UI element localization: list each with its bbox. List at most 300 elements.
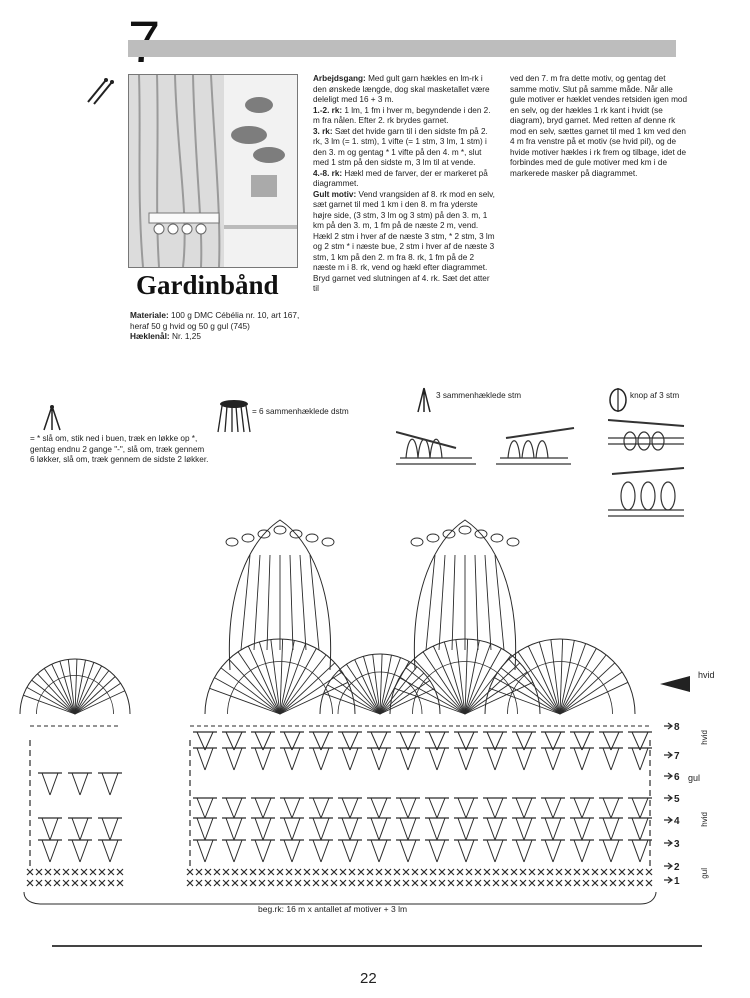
row-2-stitches bbox=[250, 869, 256, 875]
row-2-stitches bbox=[430, 869, 436, 875]
row-1-stitches bbox=[475, 880, 481, 886]
crochet-hook-icon bbox=[84, 76, 114, 106]
row-1-stitches bbox=[286, 880, 292, 886]
row-arrow bbox=[664, 723, 672, 729]
row-6-fans bbox=[516, 748, 532, 770]
yellow-motif bbox=[274, 526, 286, 534]
row-3-fans bbox=[226, 840, 242, 862]
row-2-stitches bbox=[403, 869, 409, 875]
row-2-stitches bbox=[187, 869, 193, 875]
row-1-stitches bbox=[646, 880, 652, 886]
row-1-stitches-left bbox=[36, 880, 42, 886]
row-1-stitches bbox=[628, 880, 634, 886]
white-start-arrow bbox=[660, 676, 690, 692]
row-1-stitches bbox=[493, 880, 499, 886]
row-7-fans bbox=[458, 732, 474, 750]
row-1-stitches bbox=[412, 880, 418, 886]
row-arrow bbox=[664, 817, 672, 823]
row-1-stitches bbox=[511, 880, 517, 886]
section-text: Hækl med de farver, der er markeret på diagrammet. bbox=[313, 168, 488, 188]
row-3-fans bbox=[458, 840, 474, 862]
row-2-stitches bbox=[367, 869, 373, 875]
row-7-fans bbox=[226, 732, 242, 750]
row-4-fans bbox=[545, 818, 561, 840]
row-3-fans-left bbox=[102, 840, 118, 862]
row-5-fans bbox=[574, 798, 590, 818]
row-1-stitches bbox=[241, 880, 247, 886]
row-5-fans bbox=[255, 798, 271, 818]
fan-motif bbox=[280, 672, 342, 714]
row-2-stitches bbox=[493, 869, 499, 875]
row-6-fans-left bbox=[102, 773, 118, 795]
color-label-gul-row6: gul bbox=[688, 773, 701, 783]
cluster-symbol-icon bbox=[40, 404, 64, 432]
row-2-stitches-left bbox=[45, 869, 51, 875]
row-1-stitches bbox=[439, 880, 445, 886]
row-2-stitches bbox=[565, 869, 571, 875]
legend-star-text: = * slå om, stik ned i buen, træk en løkke op *, gentag endnu 2 gange "-", slå om, træk gennem 6 løkker, slå om, træk gennem de sidste 2 løkker. bbox=[30, 434, 209, 465]
row-1-stitches bbox=[205, 880, 211, 886]
row-2-stitches bbox=[556, 869, 562, 875]
row-6-fans bbox=[400, 748, 416, 770]
row-3-fans bbox=[313, 840, 329, 862]
yellow-motif bbox=[242, 534, 254, 542]
row-2-stitches bbox=[340, 869, 346, 875]
row-5-fans bbox=[603, 798, 619, 818]
header-bar bbox=[128, 40, 676, 57]
yellow-motif bbox=[475, 555, 478, 650]
row-2-stitches bbox=[646, 869, 652, 875]
row-arrow bbox=[664, 795, 672, 801]
section-text: 1 lm, 1 fm i hver m, begyndende i den 2. m fra nålen. Efter 2. rk brydes garnet. bbox=[313, 105, 491, 125]
row-2-stitches-left bbox=[99, 869, 105, 875]
row-4-fans bbox=[197, 818, 213, 840]
row-2-stitches bbox=[610, 869, 616, 875]
row-1-stitches-left bbox=[81, 880, 87, 886]
left-fan-motif bbox=[75, 683, 121, 714]
row-1-stitches bbox=[520, 880, 526, 886]
row-3-fans bbox=[284, 840, 300, 862]
fan-motif bbox=[328, 685, 380, 714]
fan-motif bbox=[380, 667, 417, 714]
row-1-stitches bbox=[214, 880, 220, 886]
row-1-stitches bbox=[187, 880, 193, 886]
row-7-fans bbox=[342, 732, 358, 750]
row-2-stitches-left bbox=[72, 869, 78, 875]
row-2-stitches bbox=[331, 869, 337, 875]
section-head: 3. rk: bbox=[313, 126, 333, 136]
row-3-fans bbox=[545, 840, 561, 862]
left-fan-motif bbox=[75, 671, 109, 714]
row-1-stitches bbox=[502, 880, 508, 886]
row-2-stitches bbox=[439, 869, 445, 875]
yellow-motif bbox=[491, 534, 503, 542]
fan-motif bbox=[280, 648, 316, 714]
row-2-stitches bbox=[637, 869, 643, 875]
row-6-fans bbox=[458, 748, 474, 770]
row-3-fans bbox=[632, 840, 648, 862]
row-5-fans bbox=[487, 798, 503, 818]
row-7-fans bbox=[197, 732, 213, 750]
row-7-fans bbox=[284, 732, 300, 750]
row-2-stitches bbox=[394, 869, 400, 875]
row-2-stitches bbox=[475, 869, 481, 875]
row-1-stitches-left bbox=[90, 880, 96, 886]
three-stm-symbol-icon bbox=[414, 386, 434, 414]
row-2-stitches bbox=[232, 869, 238, 875]
yellow-motif bbox=[322, 538, 334, 546]
left-fan-motif bbox=[32, 680, 75, 714]
row-1-stitches bbox=[223, 880, 229, 886]
row-7-fans bbox=[574, 732, 590, 750]
row-4-fans-left bbox=[72, 818, 88, 840]
row-2-stitches bbox=[304, 869, 310, 875]
fan-motif bbox=[380, 680, 430, 714]
crochet-diagram bbox=[0, 500, 750, 920]
yellow-motif bbox=[459, 526, 471, 534]
row-2-stitches bbox=[484, 869, 490, 875]
row-6-fans bbox=[545, 748, 561, 770]
row-1-stitches-left bbox=[54, 880, 60, 886]
section-text: Med gult garn hækles en lm-rk i den ønskede længde, dog skal masketallet være deleligt med 16 + 3 m. bbox=[313, 74, 490, 104]
page-title: Gardinbånd bbox=[136, 270, 279, 300]
row-5-fans bbox=[371, 798, 387, 818]
row-6-fans bbox=[255, 748, 271, 770]
row-4-fans-left bbox=[102, 818, 118, 840]
row-3-fans bbox=[574, 840, 590, 862]
row-1-stitches bbox=[340, 880, 346, 886]
technique-illustration-stm bbox=[396, 414, 576, 470]
yellow-motif bbox=[485, 555, 491, 650]
section-head: 4.-8. rk: bbox=[313, 168, 343, 178]
row-2-stitches bbox=[592, 869, 598, 875]
row-1-stitches bbox=[610, 880, 616, 886]
row-3-fans bbox=[603, 840, 619, 862]
fan-motif bbox=[214, 678, 280, 714]
row-2-stitches-left bbox=[90, 869, 96, 875]
row-1-stitches bbox=[196, 880, 202, 886]
row-arrow bbox=[664, 840, 672, 846]
row-1-stitches bbox=[457, 880, 463, 886]
fan-motif bbox=[399, 678, 465, 714]
fan-motif bbox=[560, 648, 596, 714]
fan-motif bbox=[280, 655, 326, 714]
row-7-fans bbox=[487, 732, 503, 750]
materials-label: Materiale: bbox=[130, 310, 169, 320]
row-1-stitches bbox=[430, 880, 436, 886]
row-7-fans bbox=[603, 732, 619, 750]
row-2-stitches bbox=[223, 869, 229, 875]
row-1-stitches bbox=[619, 880, 625, 886]
row-1-stitches bbox=[304, 880, 310, 886]
row-label-4: 4 bbox=[674, 816, 680, 827]
row-1-stitches bbox=[529, 880, 535, 886]
arrow-label-hvid: hvid bbox=[698, 670, 715, 680]
page-number: 22 bbox=[360, 970, 377, 987]
fan-motif bbox=[221, 668, 280, 714]
yellow-motif bbox=[290, 555, 293, 650]
yellow-motif bbox=[495, 555, 504, 650]
row-6-fans bbox=[284, 748, 300, 770]
materials-text: 100 g DMC Cébélia nr. 10, art 167, heraf 50 g hvid og 50 g gul (745) bbox=[130, 310, 300, 331]
row-6-fans bbox=[313, 748, 329, 770]
row-arrow bbox=[664, 877, 672, 883]
row-4-fans bbox=[516, 818, 532, 840]
yellow-motif bbox=[226, 538, 238, 546]
yellow-motif bbox=[452, 555, 455, 650]
yellow-motif bbox=[254, 555, 260, 650]
row-7-fans bbox=[516, 732, 532, 750]
row-2-stitches bbox=[268, 869, 274, 875]
curtain-photo bbox=[128, 74, 298, 268]
row-2-stitches bbox=[628, 869, 634, 875]
row-2-stitches bbox=[385, 869, 391, 875]
row-5-fans bbox=[284, 798, 300, 818]
row-1-stitches bbox=[547, 880, 553, 886]
row-1-stitches bbox=[250, 880, 256, 886]
row-5-fans bbox=[400, 798, 416, 818]
row-2-stitches bbox=[421, 869, 427, 875]
row-6-fans bbox=[429, 748, 445, 770]
yellow-motif bbox=[310, 555, 319, 650]
row-label-1: 1 bbox=[674, 876, 680, 887]
left-fan-motif bbox=[75, 666, 102, 714]
row-2-stitches bbox=[502, 869, 508, 875]
row-1-stitches bbox=[583, 880, 589, 886]
row-1-stitches bbox=[466, 880, 472, 886]
row-3-fans bbox=[197, 840, 213, 862]
hook-value: Nr. 1,25 bbox=[171, 331, 202, 342]
row-3-fans bbox=[400, 840, 416, 862]
fan-motif bbox=[560, 655, 606, 714]
row-3-fans bbox=[516, 840, 532, 862]
section-head: 1.-2. rk: bbox=[313, 105, 343, 115]
begin-row-bracket bbox=[24, 892, 656, 904]
yellow-motif bbox=[267, 555, 270, 650]
row-6-fans bbox=[342, 748, 358, 770]
row-5-fans bbox=[458, 798, 474, 818]
row-1-stitches-left bbox=[108, 880, 114, 886]
row-1-stitches bbox=[358, 880, 364, 886]
row-2-stitches bbox=[214, 869, 220, 875]
row-2-stitches-left bbox=[54, 869, 60, 875]
instructions-column-1 bbox=[313, 74, 495, 295]
row-3-fans bbox=[487, 840, 503, 862]
row-1-stitches-left bbox=[63, 880, 69, 886]
row-1-stitches-left bbox=[72, 880, 78, 886]
fan-motif bbox=[501, 668, 560, 714]
row-1-stitches bbox=[295, 880, 301, 886]
footer-rule bbox=[52, 945, 702, 947]
row-2-stitches bbox=[358, 869, 364, 875]
row-3-fans bbox=[429, 840, 445, 862]
row-1-stitches bbox=[403, 880, 409, 886]
row-6-fans bbox=[197, 748, 213, 770]
row-1-stitches bbox=[268, 880, 274, 886]
row-3-fans bbox=[342, 840, 358, 862]
fan-motif bbox=[333, 677, 380, 714]
row-2-stitches bbox=[583, 869, 589, 875]
row-2-stitches bbox=[196, 869, 202, 875]
section-head: Gult motiv: bbox=[313, 189, 357, 199]
row-label-7: 7 bbox=[674, 751, 680, 762]
row-label-5: 5 bbox=[674, 794, 680, 805]
color-label-hvid-rows3-5: hvid bbox=[700, 812, 709, 827]
row-label-8: 8 bbox=[674, 722, 680, 733]
row-2-stitches bbox=[547, 869, 553, 875]
row-1-stitches bbox=[448, 880, 454, 886]
row-1-stitches-left bbox=[117, 880, 123, 886]
yellow-motif bbox=[427, 534, 439, 542]
row-4-fans bbox=[574, 818, 590, 840]
row-6-fans bbox=[632, 748, 648, 770]
legend-three-stm: 3 sammenhæklede stm bbox=[436, 391, 522, 400]
row-4-fans bbox=[487, 818, 503, 840]
row-4-fans bbox=[313, 818, 329, 840]
row-2-stitches bbox=[277, 869, 283, 875]
row-2-stitches bbox=[313, 869, 319, 875]
row-1-stitches bbox=[376, 880, 382, 886]
row-5-fans bbox=[313, 798, 329, 818]
row-1-stitches bbox=[565, 880, 571, 886]
begin-row-note: beg.rk: 16 m x antallet af motiver + 3 lm bbox=[258, 904, 408, 914]
row-4-fans bbox=[255, 818, 271, 840]
row-2-stitches-left bbox=[117, 869, 123, 875]
row-4-fans bbox=[429, 818, 445, 840]
row-1-stitches bbox=[367, 880, 373, 886]
row-1-stitches-left bbox=[99, 880, 105, 886]
row-4-fans bbox=[226, 818, 242, 840]
row-2-stitches bbox=[205, 869, 211, 875]
yellow-motif bbox=[241, 555, 250, 650]
row-6-fans bbox=[371, 748, 387, 770]
row-2-stitches bbox=[511, 869, 517, 875]
row-3-fans-left bbox=[72, 840, 88, 862]
yellow-motif bbox=[411, 538, 423, 546]
row-1-stitches bbox=[592, 880, 598, 886]
row-1-stitches bbox=[538, 880, 544, 886]
row-2-stitches bbox=[286, 869, 292, 875]
row-5-fans bbox=[545, 798, 561, 818]
left-fan-motif bbox=[27, 687, 75, 714]
row-1-stitches bbox=[331, 880, 337, 886]
row-6-fans-left bbox=[42, 773, 58, 795]
row-label-6: 6 bbox=[674, 772, 680, 783]
row-7-fans bbox=[255, 732, 271, 750]
row-4-fans bbox=[458, 818, 474, 840]
row-2-stitches bbox=[457, 869, 463, 875]
row-2-stitches bbox=[601, 869, 607, 875]
legend-six-dstm: = 6 sammenhæklede dstm bbox=[252, 407, 349, 416]
six-dstm-symbol-icon bbox=[214, 398, 254, 434]
row-2-stitches bbox=[295, 869, 301, 875]
row-7-fans bbox=[400, 732, 416, 750]
fan-motif bbox=[560, 672, 622, 714]
row-2-stitches-left bbox=[108, 869, 114, 875]
row-3-fans-left bbox=[42, 840, 58, 862]
materials-block bbox=[130, 310, 308, 342]
row-3-fans bbox=[255, 840, 271, 862]
instructions-column-2: ved den 7. m fra dette motiv, og gentag det samme motiv. Slut på samme måde. Når alle gule motiver er hæklet vendes retsiden igen mod en selv, og der hækles 1 rk kant i hvidt (se diagram), bryd garnet. Med retten af denne rk mod en selv, sættes garnet til med 1 km ved den 4 m fra venstre på et motiv (se hvid pil), og de hvide motiver hækles i rk frem og tilbage, idet de forbindes med de gule motiver med km i de markerede masker på diagrammet. bbox=[510, 74, 688, 178]
row-2-stitches bbox=[520, 869, 526, 875]
row-2-stitches-left bbox=[81, 869, 87, 875]
row-2-stitches bbox=[412, 869, 418, 875]
row-2-stitches bbox=[466, 869, 472, 875]
yellow-motif bbox=[507, 538, 519, 546]
row-2-stitches bbox=[322, 869, 328, 875]
fan-motif bbox=[465, 648, 501, 714]
row-1-stitches bbox=[574, 880, 580, 886]
row-label-3: 3 bbox=[674, 839, 680, 850]
row-4-fans bbox=[603, 818, 619, 840]
row-2-stitches bbox=[538, 869, 544, 875]
row-1-stitches bbox=[394, 880, 400, 886]
row-4-fans bbox=[632, 818, 648, 840]
section-head: Arbejdsgang: bbox=[313, 74, 366, 83]
row-2-stitches bbox=[259, 869, 265, 875]
row-1-stitches bbox=[313, 880, 319, 886]
row-arrow bbox=[664, 773, 672, 779]
row-1-stitches bbox=[232, 880, 238, 886]
row-1-stitches bbox=[385, 880, 391, 886]
row-5-fans bbox=[516, 798, 532, 818]
row-6-fans bbox=[487, 748, 503, 770]
row-2-stitches bbox=[376, 869, 382, 875]
yellow-motif bbox=[300, 555, 306, 650]
row-1-stitches bbox=[322, 880, 328, 886]
knop-symbol-icon bbox=[608, 386, 628, 414]
row-2-stitches-left bbox=[36, 869, 42, 875]
color-label-gul-rows1-2: gul bbox=[700, 868, 709, 879]
row-2-stitches bbox=[574, 869, 580, 875]
row-6-fans bbox=[226, 748, 242, 770]
yellow-motif bbox=[426, 555, 435, 650]
row-6-fans-left bbox=[72, 773, 88, 795]
color-label-hvid-rows7-8: hvid bbox=[700, 730, 709, 745]
section-text: Sæt det hvide garn til i den sidste fm på 2. rk, 3 lm (= 1. stm), 1 vifte (= 1 stm, 3 lm, 1 stm) i den 3. m og gentag * 1 vifte på den 4. m *, slut med 1 stm på den sidste m, 3 lm til at vende. bbox=[313, 126, 488, 167]
section-text: Vend vrangsiden af 8. rk mod en selv, sæt garnet til med 1 km i den 8. m fra yderste højre side, (3 stm, 3 lm og 3 stm) på den 3. m, 1 km på den 3. m, 1 fm på de næste 2 m, vend. Hækl 2 stm i hver af de næste 3 stm, * 2 stm, 3 lm og 2 stm * i næste bue, 2 stm i hver af de næste 3 stm, 1 km på den 2. m fra 8. rk, 1 fm på de 2 næste m i 8. rk, vend og hækl efter diagrammet. Bryd garnet ved slutningen af 4. rk. Sæt det atter til bbox=[313, 189, 495, 293]
row-6-fans bbox=[603, 748, 619, 770]
row-7-fans bbox=[313, 732, 329, 750]
row-arrow bbox=[664, 752, 672, 758]
row-2-stitches bbox=[349, 869, 355, 875]
row-4-fans bbox=[342, 818, 358, 840]
row-1-stitches bbox=[484, 880, 490, 886]
row-4-fans-left bbox=[42, 818, 58, 840]
row-3-fans bbox=[371, 840, 387, 862]
row-1-stitches bbox=[421, 880, 427, 886]
row-6-fans bbox=[574, 748, 590, 770]
row-2-stitches bbox=[448, 869, 454, 875]
row-5-fans bbox=[632, 798, 648, 818]
row-1-stitches bbox=[637, 880, 643, 886]
row-1-stitches-left bbox=[27, 880, 33, 886]
row-4-fans bbox=[284, 818, 300, 840]
row-arrow bbox=[664, 863, 672, 869]
row-7-fans bbox=[371, 732, 387, 750]
yellow-motif bbox=[306, 534, 318, 542]
row-4-fans bbox=[371, 818, 387, 840]
row-1-stitches bbox=[277, 880, 283, 886]
row-7-fans bbox=[429, 732, 445, 750]
row-7-fans bbox=[632, 732, 648, 750]
row-1-stitches bbox=[556, 880, 562, 886]
row-1-stitches bbox=[349, 880, 355, 886]
row-7-fans bbox=[545, 732, 561, 750]
row-5-fans bbox=[197, 798, 213, 818]
row-2-stitches bbox=[241, 869, 247, 875]
row-2-stitches bbox=[529, 869, 535, 875]
